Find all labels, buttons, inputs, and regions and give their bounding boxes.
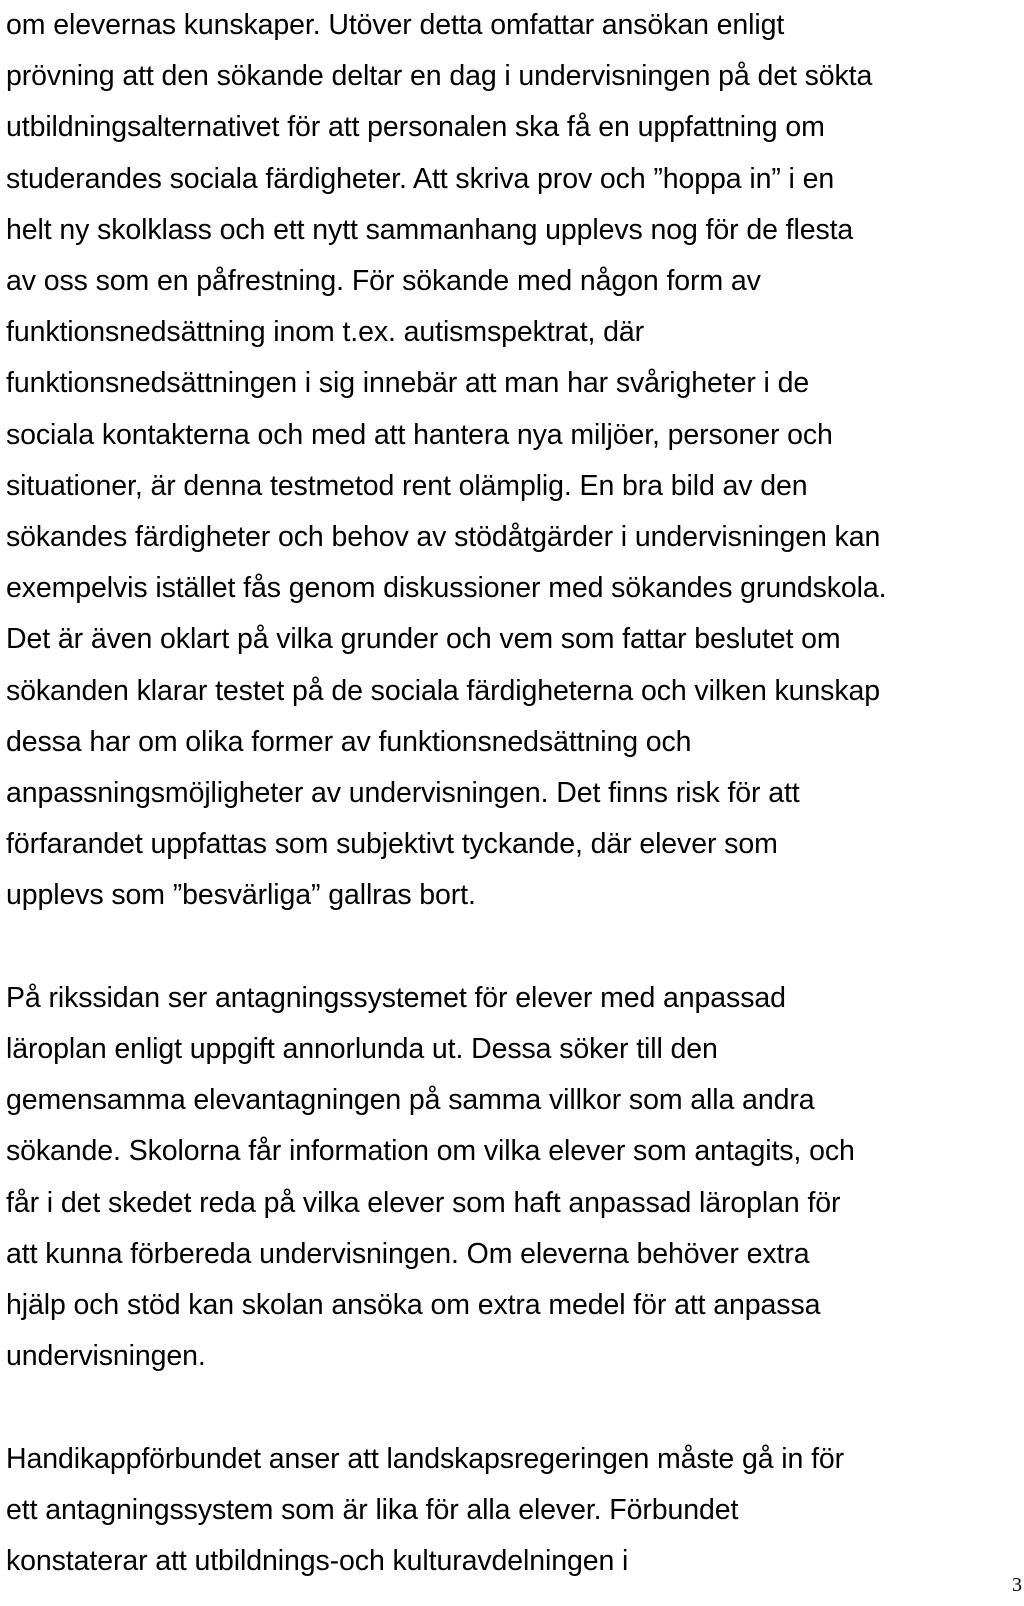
- text-line: situationer, är denna testmetod rent olämplig. En bra bild av den: [6, 469, 808, 502]
- document-page: [6, 0, 1018, 1587]
- text-line: får i det skedet reda på vilka elever som haft anpassad läroplan för: [6, 1186, 841, 1219]
- text-line: Handikappförbundet anser att landskapsregeringen måste gå in för: [6, 1442, 845, 1475]
- paragraph-spacer: [6, 1382, 1018, 1433]
- text-line: utbildningsalternativet för att personalen ska få en uppfattning om: [6, 111, 825, 144]
- text-line: Det är även oklart på vilka grunder och vem som fattar beslutet om: [6, 623, 841, 656]
- text-line: upplevs som ”besvärliga” gallras bort.: [6, 879, 476, 912]
- page-number: 3: [1012, 1574, 1022, 1596]
- text-line: undervisningen.: [6, 1340, 206, 1373]
- text-line: helt ny skolklass och ett nytt sammanhang upplevs nog för de flesta: [6, 213, 854, 246]
- text-line: hjälp och stöd kan skolan ansöka om extra medel för att anpassa: [6, 1289, 821, 1322]
- text-line: sociala kontakterna och med att hantera nya miljöer, personer och: [6, 418, 833, 451]
- text-line: att kunna förbereda undervisningen. Om eleverna behöver extra: [6, 1237, 810, 1270]
- text-line: anpassningsmöjligheter av undervisningen. Det finns risk för att: [6, 777, 800, 810]
- text-line: prövning att den sökande deltar en dag i undervisningen på det sökta: [6, 60, 873, 93]
- text-line: läroplan enligt uppgift annorlunda ut. Dessa söker till den: [6, 1033, 718, 1066]
- text-line: studerandes sociala färdigheter. Att skriva prov och ”hoppa in” i en: [6, 162, 835, 195]
- text-line: sökanden klarar testet på de sociala färdigheterna och vilken kunskap: [6, 674, 880, 707]
- paragraph-spacer: [6, 922, 1018, 973]
- text-line: sökande. Skolorna får information om vilka elever som antagits, och: [6, 1135, 855, 1168]
- text-line: om elevernas kunskaper. Utöver detta omfattar ansökan enligt: [6, 9, 785, 41]
- text-line: av oss som en påfrestning. För sökande med någon form av: [6, 265, 761, 298]
- text-line: konstaterar att utbildnings-och kulturavdelningen i: [6, 1545, 629, 1578]
- paragraph-1: [6, 0, 1018, 922]
- paragraph-2: [6, 973, 1018, 1383]
- text-line: funktionsnedsättning inom t.ex. autismspektrat, där: [6, 316, 645, 349]
- text-line: exempelvis istället fås genom diskussioner med sökandes grundskola.: [6, 572, 887, 605]
- text-line: På rikssidan ser antagningssystemet för elever med anpassad: [6, 981, 786, 1014]
- text-line: ett antagningssystem som är lika för alla elever. Förbundet: [6, 1493, 739, 1526]
- text-line: förfarandet uppfattas som subjektivt tyckande, där elever som: [6, 828, 778, 861]
- text-line: funktionsnedsättningen i sig innebär att man har svårigheter i de: [6, 367, 810, 400]
- text-line: sökandes färdigheter och behov av stödåtgärder i undervisningen kan: [6, 521, 881, 554]
- text-line: dessa har om olika former av funktionsnedsättning och: [6, 725, 692, 758]
- paragraph-3: [6, 1434, 1018, 1588]
- text-line: gemensamma elevantagningen på samma villkor som alla andra: [6, 1084, 815, 1117]
